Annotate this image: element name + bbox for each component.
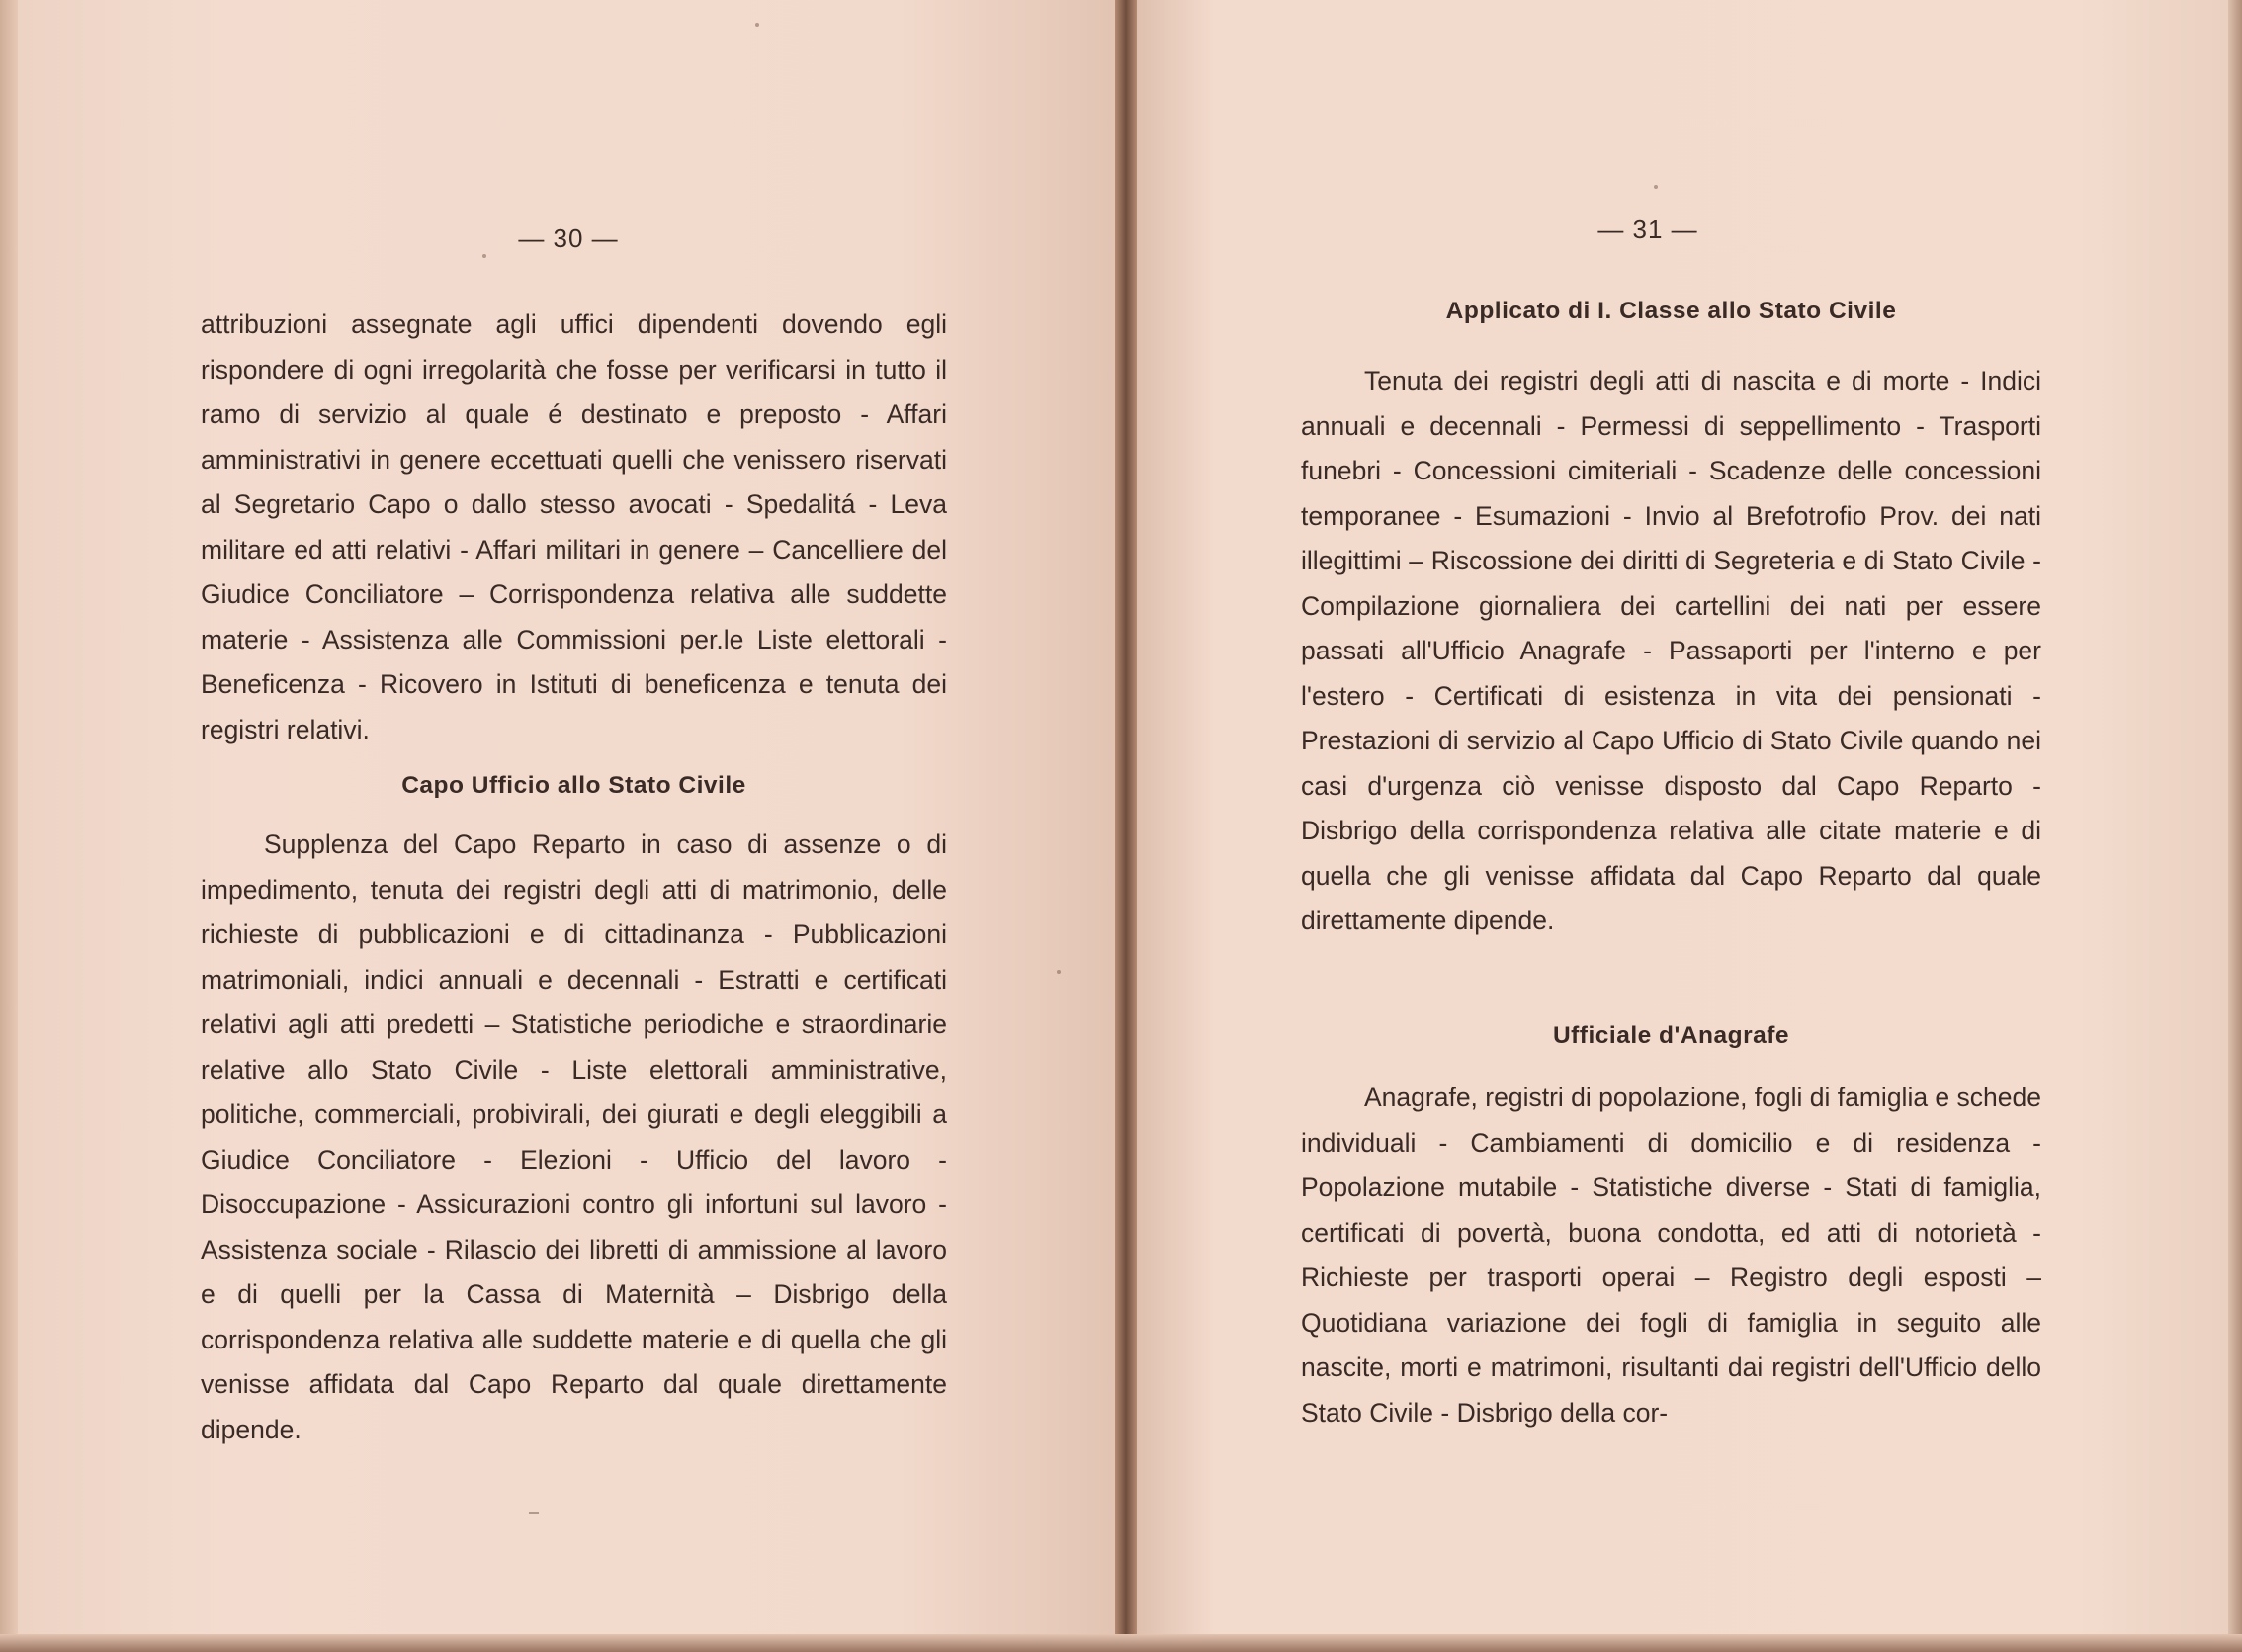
paper-speck (529, 1512, 539, 1514)
left-top-paragraph (201, 303, 947, 752)
page-edge-left (0, 0, 18, 1652)
paper-speck (755, 23, 759, 27)
paper-speck (1654, 185, 1658, 189)
page-edge-bottom (0, 1634, 2242, 1652)
book-gutter (1115, 0, 1137, 1652)
section-heading-ufficiale-anagrafe: Ufficiale d'Anagrafe (1552, 1022, 1790, 1049)
page-number-left: — 30 — (518, 223, 619, 253)
right-section-body-2 (1301, 1076, 2041, 1435)
page-number-right: — 31 — (1597, 215, 1698, 244)
section-heading-capo-ufficio: Capo Ufficio allo Stato Civile (401, 772, 746, 799)
left-section-body-text: Supplenza del Capo Reparto in caso di assenze o di impedimento, tenuta dei registri degli atti di matrimonio, delle richieste di pubblicazioni e di cittadinanza - Pubblicazioni matrimoniali, indici annuali e decennali - Estratti e certificati relativi agli atti predetti – Statistiche periodiche e straordinarie relative allo Stato Civile - Liste elettorali amministrative, politiche, commerciali, probivirali, dei giurati e degli eleggibili a Giudice Conciliatore - Elezioni - Ufficio del lavoro - Disoccupazione - Assicurazioni contro gli infortuni sul lavoro - Assistenza sociale - Rilascio dei libretti di ammissione al lavoro e di quelli per la Cassa di Maternità – Disbrigo della corrispondenza relativa alle suddette materie e di quella che gli venisse affidata dal Capo Reparto dal quale direttamente dipende. (201, 829, 947, 1444)
page-edge-right (2228, 0, 2242, 1652)
section-heading-applicato: Applicato di I. Classe allo Stato Civile (1445, 298, 1897, 324)
right-section-body-1-text: Tenuta dei registri degli atti di nascita e di morte - Indici annuali e decennali - Permessi di seppellimento - Trasporti funebri - Concessioni cimiteriali - Scadenze delle concessioni temporanee - Esumazioni - Invio al Brefotrofio Prov. dei nati illegittimi – Riscossione dei diritti di Segreteria e di Stato Civile - Compilazione giornaliera dei cartellini dei nati per essere passati all'Ufficio Anagrafe - Passaporti per l'interno e per l'estero - Certificati di esistenza in vita dei pensionati - Prestazioni di servizio al Capo Ufficio di Stato Civile quando nei casi d'urgenza ciò venisse disposto dal Capo Reparto - Disbrigo della corrispondenza relativa alle citate materie e di quella che gli venisse affidata dal Capo Reparto dal quale direttamente dipende. (1301, 366, 2041, 935)
right-section-body-2-text: Anagrafe, registri di popolazione, fogli di famiglia e schede individuali - Cambiamenti di domicilio e di residenza - Popolazione mutabile - Statistiche diverse - Stati di famiglia, certificati di povertà, buona condotta, ed atti di notorietà - Richieste per trasporti operai – Registro degli esposti – Quotidiana variazione dei fogli di famiglia in seguito alle nascite, morti e matrimoni, risultanti dai registri dell'Ufficio dello Stato Civile - Disbrigo della cor- (1301, 1083, 2041, 1428)
paper-speck (482, 254, 486, 258)
right-section-body-1 (1301, 359, 2041, 944)
left-section-body (201, 823, 947, 1452)
left-top-paragraph-text: attribuzioni assegnate agli uffici dipendenti dovendo egli rispondere di ogni irregolarità che fosse per verificarsi in tutto il ramo di servizio al quale é destinato e preposto - Affari amministrativi in genere eccettuati quelli che venissero riservati al Segretario Capo o dallo stesso avocati - Spedalitá - Leva militare ed atti relativi - Affari militari in genere – Cancelliere del Giudice Conciliatore – Corrispondenza relativa alle suddette materie - Assistenza alle Commissioni per.le Liste elettorali - Beneficenza - Ricovero in Istituti di beneficenza e tenuta dei registri relativi. (201, 309, 947, 744)
paper-speck (1057, 970, 1061, 974)
